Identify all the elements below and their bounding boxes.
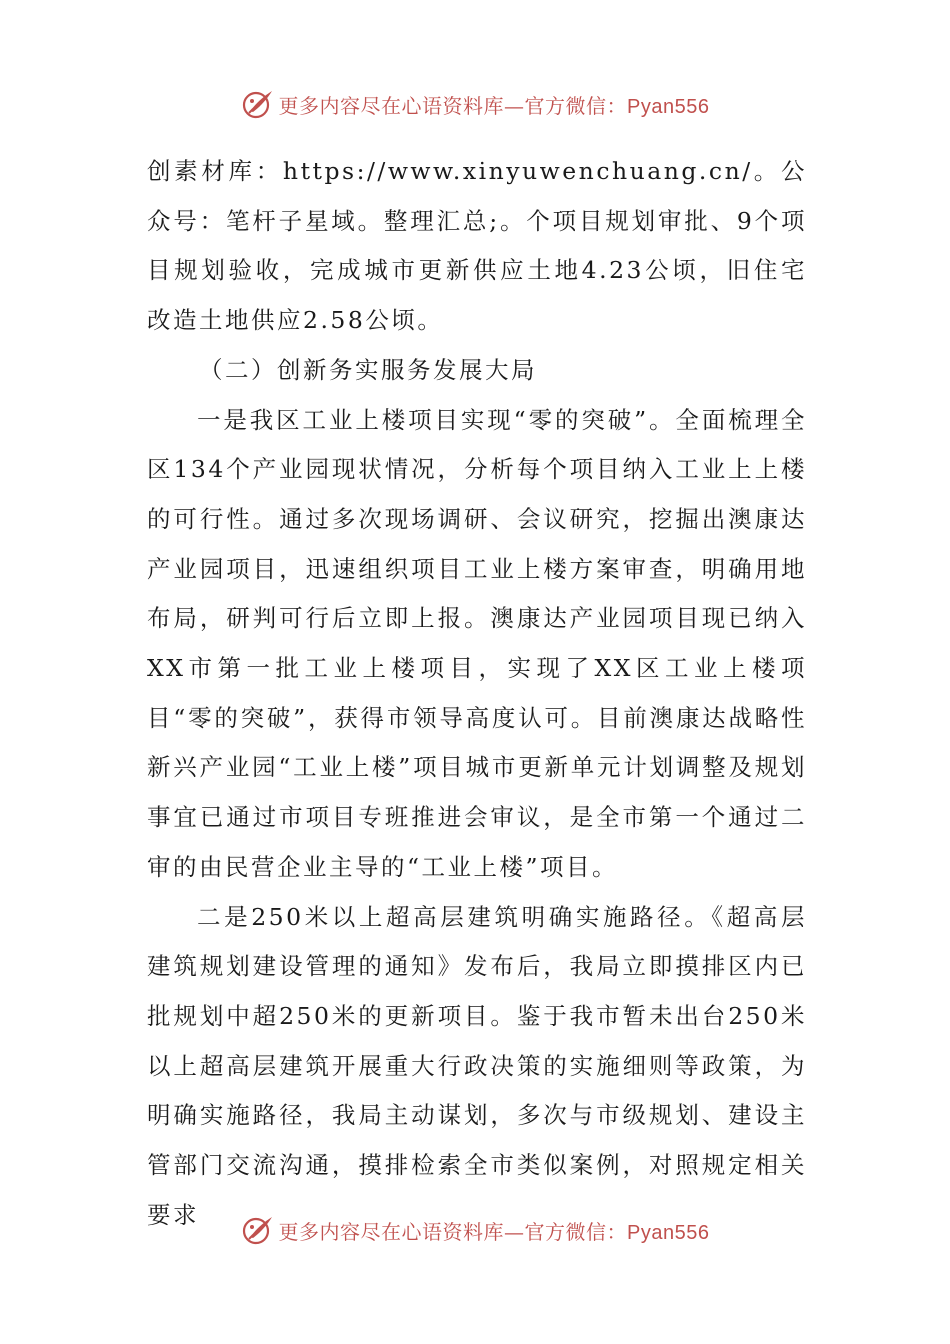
section-heading: （二）创新务实服务发展大局 <box>199 355 537 384</box>
watermark-text: 更多内容尽在心语资料库—官方微信：Pyan556 <box>278 93 710 118</box>
footer-watermark <box>0 1210 950 1250</box>
quill-seal-icon <box>241 1213 275 1247</box>
paragraph-super-high-rise: 二是250米以上超高层建筑明确实施路径。《超高层建筑规划建设管理的通知》发布后，我局立即摸排区内已批规划中超250米的更新项目。鉴于我市暂未出台250米以上超高层建筑开展重大行政决策的实施细则等政策，为明确实施路径，我局主动谋划，多次与市级规划、建设主管部门交流沟通，摸排检索全市类似案例，对照规定相关要求 <box>147 902 807 1229</box>
header-watermark <box>0 84 950 124</box>
quill-seal-icon <box>241 87 275 121</box>
paragraph-continuation: 创素材库：https://www.xinyuwenchuang.cn/。公众号：笔杆子星域。整理汇总;。个项目规划审批、9个项目规划验收，完成城市更新供应土地4.23公顷，旧住宅改造土地供应2.58公顷。 <box>147 157 807 335</box>
watermark-text: 更多内容尽在心语资料库—官方微信：Pyan556 <box>278 1219 710 1244</box>
paragraph-industrial-upstairs: 一是我区工业上楼项目实现“零的突破”。全面梳理全区134个产业园现状情况，分析每个项目纳入工业上上楼的可行性。通过多次现场调研、会议研究，挖掘出澳康达产业园项目，迅速组织项目工业上楼方案审查，明确用地布局，研判可行后立即上报。澳康达产业园项目现已纳入XX市第一批工业上楼项目，实现了XX区工业上楼项目“零的突破”，获得市领导高度认可。目前澳康达战略性新兴产业园“工业上楼”项目城市更新单元计划调整及规划事宜已通过市项目专班推进会审议，是全市第一个通过二审的由民营企业主导的“工业上楼”项目。 <box>147 405 807 881</box>
watermark-wechat-id: Pyan556 <box>627 95 710 118</box>
document-body <box>147 147 807 1240</box>
watermark-wechat-id: Pyan556 <box>627 1221 710 1244</box>
